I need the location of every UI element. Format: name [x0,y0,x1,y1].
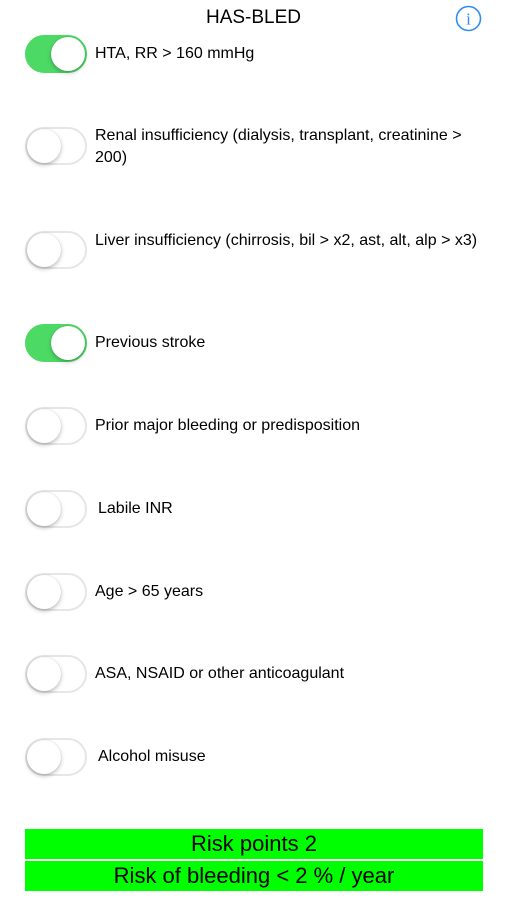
criterion-label-drugs: ASA, NSAID or other anticoagulant [95,665,345,682]
toggle-knob [27,575,61,609]
info-glyph: i [466,9,471,29]
toggle-hta[interactable] [25,35,87,73]
toggle-knob [27,409,61,443]
toggle-drugs[interactable] [25,655,87,693]
toggle-knob [27,740,61,774]
toggle-knob [27,657,61,691]
toggle-liver[interactable] [25,231,87,269]
criterion-label-hta: HTA, RR > 160 mmHg [95,45,255,62]
toggle-bleeding[interactable] [25,407,87,445]
page-title: HAS-BLED [205,7,302,28]
toggle-knob [51,326,85,360]
criterion-label-liver: Liver insufficiency (chirrosis, bil > x2, ast, alt, alp > x3) [95,232,478,249]
toggle-alcohol[interactable] [25,738,87,776]
toggle-knob [27,233,61,267]
criterion-label-bleeding: Prior major bleeding or predisposition [95,417,361,434]
risk-points: Risk points 2 [25,829,483,859]
toggle-knob [27,492,61,526]
criterion-label-stroke: Previous stroke [95,334,206,351]
criterion-label-inr: Labile INR [98,500,173,517]
toggle-inr[interactable] [25,490,87,528]
criterion-label-alcohol: Alcohol misuse [98,748,206,765]
criterion-label-age: Age > 65 years [95,583,204,600]
toggle-age[interactable] [25,573,87,611]
toggle-knob [51,37,85,71]
toggle-stroke[interactable] [25,324,87,362]
info-circle-icon[interactable] [455,5,482,32]
criterion-label-renal: Renal insufficiency (dialysis, transplant, creatinine > 200) [95,127,462,166]
toggle-renal[interactable] [25,127,87,165]
risk-of-bleeding: Risk of bleeding < 2 % / year [25,861,483,891]
toggle-knob [27,129,61,163]
